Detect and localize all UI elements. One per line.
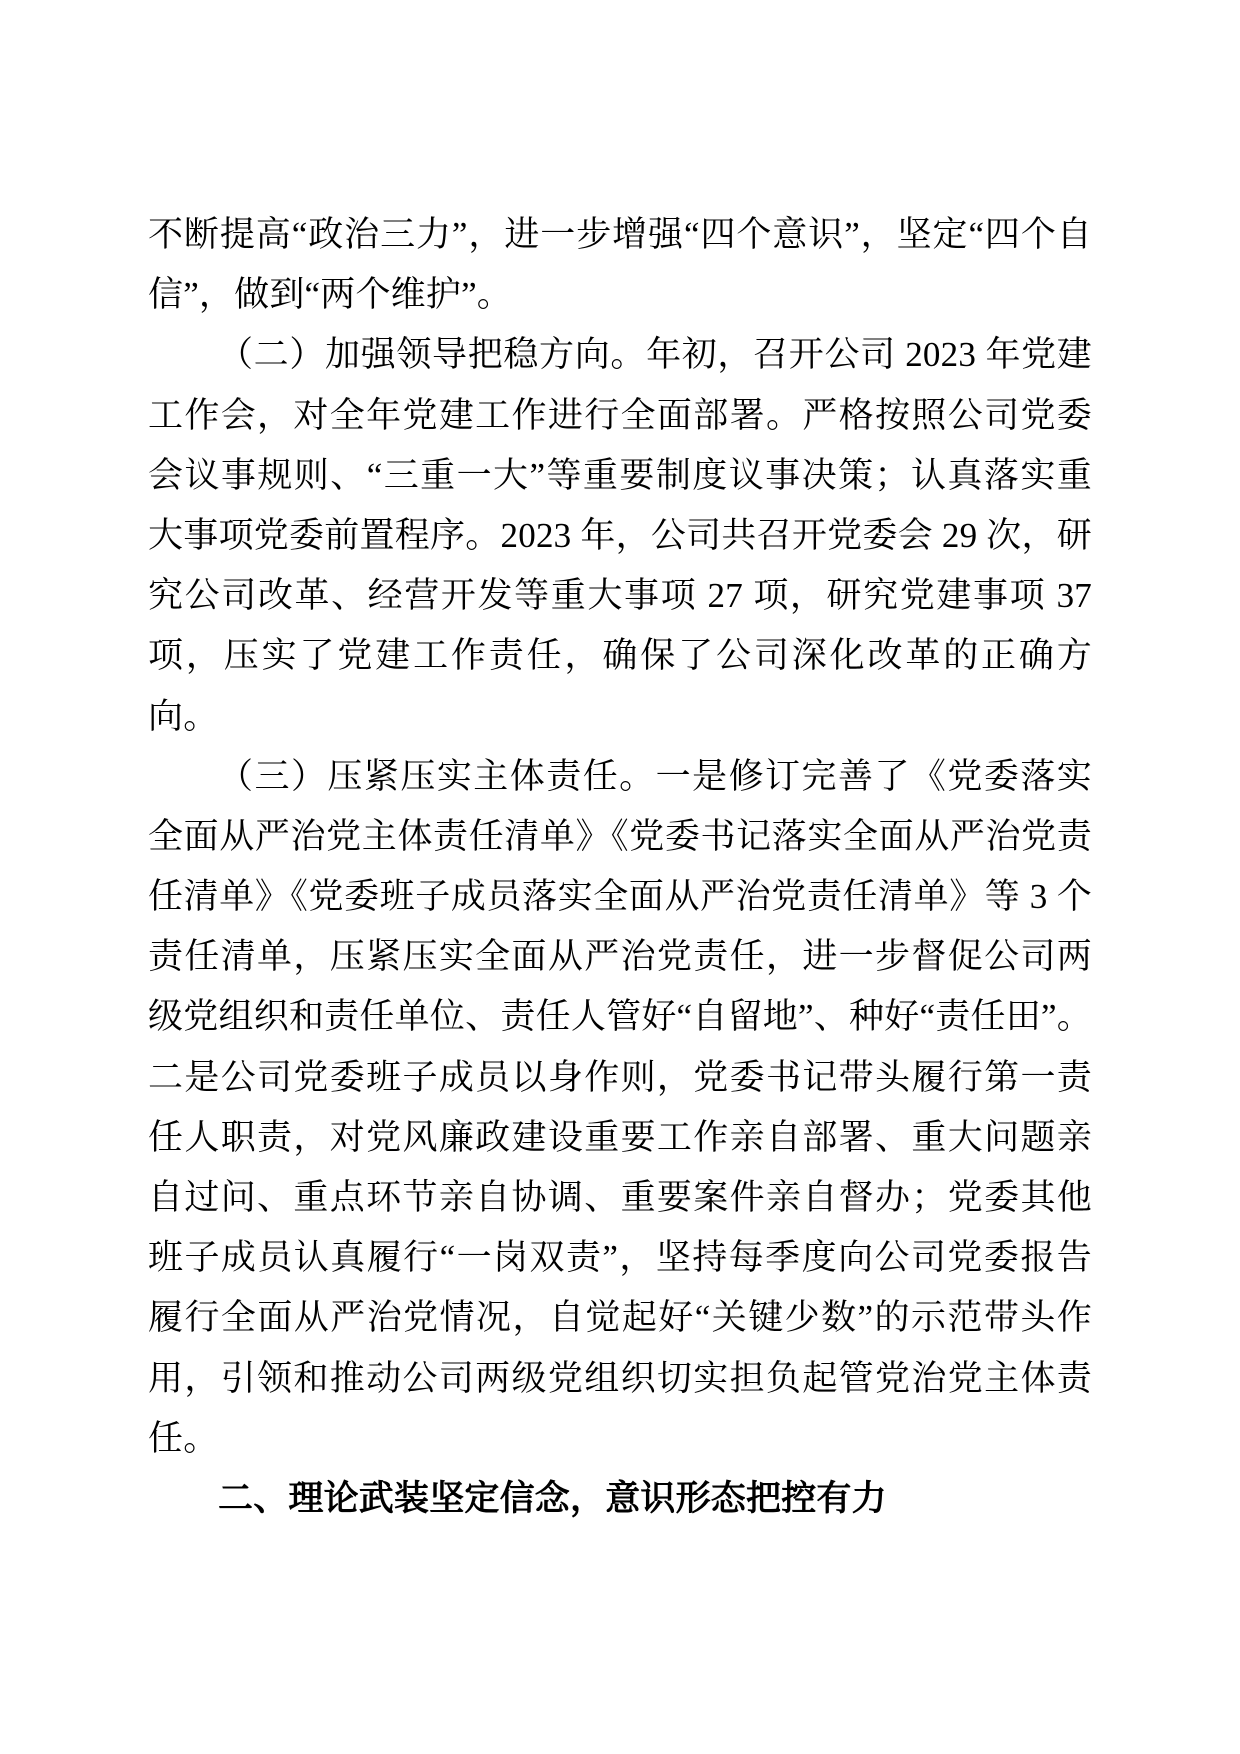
heading-section-2: 二、理论武装坚定信念，意识形态把控有力: [218, 1478, 887, 1518]
paragraph-section-1-2: （二）加强领导把稳方向。年初，召开公司 2023 年党建工作会，对全年党建工作进行全面部署。严格按照公司党委会议事规则、“三重一大”等重要制度议事决策；认真落实重大事项党委前置程序。2023 年，公司共召开党委会 29 次，研究公司改革、经营开发等重大事项 27 项，研究党建事项 37 项，压实了党建工作责任，确保了公司深化改革的正确方向。: [148, 335, 1101, 736]
paragraph-section-1-3: （三）压紧压实主体责任。一是修订完善了《党委落实全面从严治党主体责任清单》《党委书记落实全面从严治党责任清单》《党委班子成员落实全面从严治党责任清单》等 3 个责任清单，压紧压实全面从严治党责任，进一步督促公司两级党组织和责任单位、责任人管好“自留地”、种好“责任田”。二是公司党委班子成员以身作则，党委书记带头履行第一责任人职责，对党风廉政建设重要工作亲自部署、重大问题亲自过问、重点环节亲自协调、重要案件亲自督办；党委其他班子成员认真履行“一岗双责”，坚持每季度向公司党委报告履行全面从严治党情况，自觉起好“关键少数”的示范带头作用，引领和推动公司两级党组织切实担负起管党治党主体责任。: [148, 756, 1092, 1458]
paragraph-continued: 不断提高“政治三力”，进一步增强“四个意识”，坚定“四个自信”，做到“两个维护”。: [148, 215, 1092, 315]
document-body: [148, 205, 1101, 1529]
